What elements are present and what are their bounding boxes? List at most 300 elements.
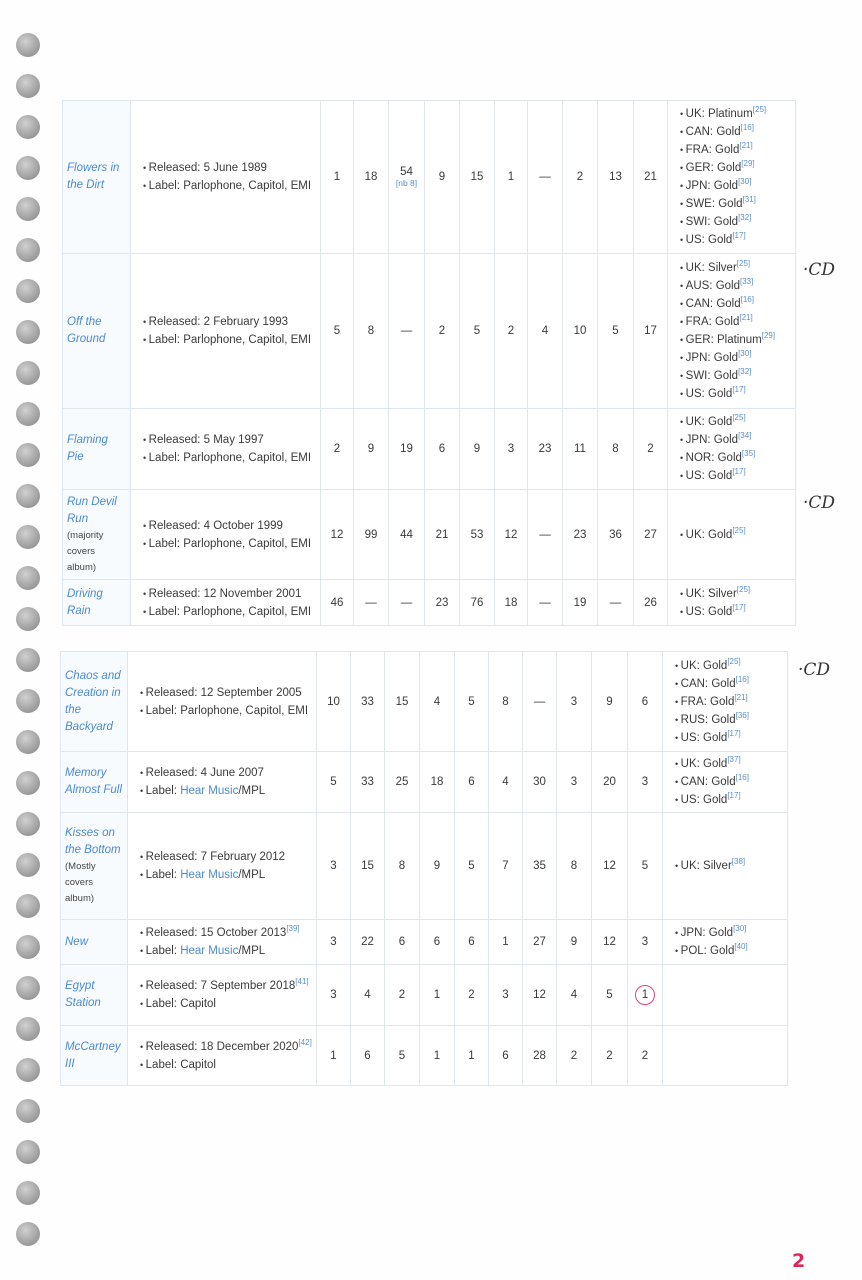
table-row [61,813,788,920]
chart-position-cell [351,1026,385,1086]
certification [680,105,793,123]
citation-link[interactable]: [17] [732,231,746,241]
certifications-cell [663,652,788,752]
citation-link[interactable]: [42] [298,1037,312,1047]
chart-position: 22 [361,936,374,948]
chart-position-cell [634,101,668,254]
certification [680,385,793,403]
binder-hole [16,115,40,139]
album-title-link[interactable]: Memory Almost Full [65,767,122,796]
citation-link[interactable]: [16] [735,674,749,684]
certification [675,657,785,675]
binder-hole [16,443,40,467]
chart-position-cell [389,580,425,626]
chart-position-cell [455,920,489,965]
label-text: /MPL [238,945,266,957]
label-text: Capitol [180,998,216,1010]
chart-position-cell [628,652,663,752]
chart-position-cell [563,490,598,580]
chart-position-cell [563,254,598,409]
chart-position: 7 [502,860,509,872]
chart-position: 54 [400,165,413,178]
chart-position: 19 [573,596,587,609]
certification [680,449,793,467]
album-details-cell [128,1026,317,1086]
chart-position: 18 [430,776,444,788]
chart-position: 2 [641,1049,649,1062]
chart-position-cell [489,652,523,752]
release-date-text: Released: 4 October 1999 [148,519,283,532]
chart-position: 35 [533,860,546,872]
citation-link[interactable]: [21] [734,692,748,702]
chart-position: 5 [330,776,337,788]
table-row [61,965,788,1026]
certification [680,367,793,385]
chart-position-cell [354,409,389,490]
citation-link[interactable]: [29] [741,159,755,169]
citation-link[interactable]: [16] [735,773,749,783]
record-label [140,866,312,884]
binder-hole [16,320,40,344]
binder-hole [16,525,40,549]
chart-footnote-link[interactable]: [nb 8] [395,177,418,188]
chart-position-cell [592,752,628,813]
chart-position: 21 [435,528,449,541]
chart-position-cell [528,254,563,409]
certification-text: US: Gold [685,470,733,482]
citation-link[interactable]: [31] [742,195,756,205]
citation-link[interactable]: [37] [727,755,741,765]
release-date [140,764,312,782]
certification-text: POL: Gold [680,945,735,957]
citation-link[interactable]: [25] [727,656,741,666]
album-title-link[interactable]: McCartney III [65,1040,121,1070]
citation-link[interactable]: [25] [736,259,751,269]
album-title-link[interactable]: Off the Ground [67,316,106,345]
chart-position: — [400,596,413,609]
chart-position: 1 [468,1049,475,1062]
citation-link[interactable]: [36] [735,710,749,720]
chart-position-cell [317,813,351,920]
release-date [140,1038,312,1056]
chart-position-cell [351,752,385,813]
citation-link[interactable]: [32] [738,213,752,223]
release-date [140,684,312,702]
certification [675,711,785,729]
album-title-cell [63,101,131,254]
label-prefix: Label: [145,785,181,797]
albums-table-part-1 [62,100,796,626]
binder-hole [16,197,40,221]
chart-position-cell [528,580,563,626]
release-date [143,159,316,177]
chart-position: 5 [468,860,475,872]
chart-position: 5 [606,989,613,1001]
citation-link[interactable]: [17] [732,385,746,395]
chart-position-cell [634,409,668,490]
citation-link[interactable]: [41] [295,977,309,987]
certification [680,585,793,603]
album-title-link[interactable]: Flaming Pie [67,434,108,463]
album-note: (Mostly covers album) [65,861,96,904]
chart-position: — [539,528,551,541]
album-title-link[interactable]: Kisses on the Bottom [65,827,121,856]
binder-hole [16,1222,40,1246]
certification [680,195,793,213]
chart-position-cell [598,101,634,254]
binder-hole [16,361,40,385]
albums-table-part-2 [60,651,788,1086]
label-prefix: Label: [145,945,181,957]
chart-position: 3 [507,443,515,455]
release-date [140,848,312,866]
chart-position: 1 [333,171,341,183]
citation-link[interactable]: [34] [738,431,752,441]
citation-link[interactable]: [40] [734,942,748,952]
chart-position: 3 [330,860,337,872]
chart-position: 4 [502,776,509,788]
chart-position-cell [489,1026,523,1086]
chart-position-cell [354,254,389,409]
chart-position: — [539,596,551,609]
chart-position: 2 [606,1049,613,1062]
chart-position: 23 [538,443,552,455]
label-link[interactable]: Hear Music [180,945,239,957]
table-row [63,254,796,409]
binder-hole [16,894,40,918]
album-title-link[interactable]: New [65,935,89,948]
chart-position: 6 [433,936,441,948]
binder-hole [16,771,40,795]
chart-position: 3 [330,989,337,1001]
binder-hole [16,976,40,1000]
record-label [143,603,316,621]
chart-position: 3 [570,695,578,708]
certification [680,431,793,449]
citation-link[interactable]: [30] [733,924,747,934]
chart-position-cell [321,409,354,490]
record-label [143,449,316,467]
citation-link[interactable]: [21] [739,313,753,323]
label-prefix: Label: [148,180,184,192]
chart-position: 6 [468,776,475,788]
certification-text: CAN: Gold [685,298,741,310]
chart-position-cell [634,254,668,409]
chart-position-cell [523,813,557,920]
certifications-cell [663,813,788,920]
certification-text: US: Gold [680,731,728,744]
label-text: Parlophone, Capitol, EMI [183,452,312,464]
certification-text: JPN: Gold [680,927,734,939]
binder-hole [16,1140,40,1164]
chart-position-cell [628,813,663,920]
chart-position: 4 [364,989,371,1001]
chart-position-cell [495,409,528,490]
chart-position-cell [592,652,628,752]
label-text: Capitol [180,1058,216,1071]
label-text: Parlophone, Capitol, EMI [180,704,309,717]
certification-text: UK: Gold [685,416,733,428]
chart-position-cell [523,752,557,813]
binder-hole [16,74,40,98]
release-date [140,977,312,995]
certification [680,603,793,621]
citation-link[interactable]: [21] [739,141,753,151]
chart-position: 5 [333,325,341,337]
chart-position: 33 [361,695,374,708]
album-title-cell [61,652,128,752]
album-title-cell [61,752,128,813]
binder-hole [16,1058,40,1082]
binder-hole [16,156,40,180]
album-title-cell [63,580,131,626]
citation-link[interactable]: [25] [752,105,767,115]
album-title-link[interactable]: Flowers in the Dirt [67,162,120,191]
label-prefix: Label: [148,537,184,550]
release-date-text: Released: 7 February 2012 [145,851,286,863]
chart-position-cell [460,580,495,626]
release-date-text: Released: 7 September 2018 [145,980,296,992]
citation-link[interactable]: [39] [286,924,300,934]
certification-text: JPN: Gold [685,352,739,364]
certification-text: CAN: Gold [685,126,741,138]
chart-position-cell [563,409,598,490]
certification [675,791,785,809]
chart-position-cell [317,1026,351,1086]
citation-link[interactable]: [17] [727,791,741,801]
release-date-text: Released: 12 November 2001 [148,587,302,600]
chart-position-cell [317,965,351,1026]
citation-link[interactable]: [30] [738,349,752,359]
chart-position-cell [351,813,385,920]
album-details-cell [131,254,321,409]
certification [680,349,793,367]
album-title-cell [61,813,128,920]
citation-link[interactable]: [17] [732,467,746,477]
citation-link[interactable]: [25] [732,413,746,423]
chart-position: 12 [330,528,344,541]
certification-text: US: Gold [685,234,733,246]
record-label [143,331,316,349]
citation-link[interactable]: [16] [740,123,754,133]
certifications-cell [668,254,796,409]
album-details-cell [128,813,317,920]
certification [680,467,793,485]
album-title-cell [63,490,131,580]
record-label [140,942,312,960]
chart-position: 76 [470,596,484,609]
chart-position: 36 [609,528,622,541]
label-prefix: Label: [145,704,181,717]
citation-link[interactable]: [25] [736,584,751,594]
chart-position-cell [489,813,523,920]
album-details-cell [128,965,317,1026]
table-row [63,490,796,580]
label-prefix: Label: [148,452,184,464]
album-details-cell [131,490,321,580]
chart-position: — [609,596,622,609]
chart-position-cell [385,813,420,920]
chart-position-cell [420,1026,455,1086]
table-row [63,409,796,490]
chart-position: 5 [473,325,481,337]
chart-position-cell [389,101,425,254]
certifications-cell [668,580,796,626]
chart-position: 20 [603,776,616,788]
chart-position: 6 [641,695,649,708]
label-prefix: Label: [145,998,181,1010]
chart-position-cell [389,490,425,580]
certification-text: UK: Gold [685,528,733,541]
binder-hole [16,402,40,426]
chart-position-cell [420,752,455,813]
chart-position-cell [557,752,592,813]
chart-position: 6 [364,1049,371,1062]
binder-hole [16,1099,40,1123]
release-date-text: Released: 15 October 2013 [145,927,287,939]
binder-hole [16,1017,40,1041]
chart-position-cell [628,1026,663,1086]
chart-position: 25 [395,776,409,788]
chart-position: — [365,596,377,609]
citation-link[interactable]: [17] [727,728,741,738]
certification-text: SWE: Gold [685,198,743,210]
chart-position-cell [317,652,351,752]
chart-position-cell [425,490,460,580]
certifications-cell [663,752,788,813]
label-link[interactable]: Hear Music [180,869,239,881]
citation-link[interactable]: [35] [741,449,756,459]
chart-position-cell [598,580,634,626]
chart-position-circled: 1 [635,985,655,1005]
table-row [61,752,788,813]
citation-link[interactable]: [32] [738,367,752,377]
album-details-cell [131,101,321,254]
label-link[interactable]: Hear Music [180,785,239,797]
chart-position-cell [489,752,523,813]
table-row [63,101,796,254]
chart-position-cell [528,101,563,254]
label-text: /MPL [238,785,266,797]
chart-position: 8 [367,325,375,337]
chart-position-cell [592,965,628,1026]
certification-text: UK: Silver [685,262,737,274]
label-text: /MPL [238,869,266,881]
chart-position-cell [460,490,495,580]
binder-hole [16,689,40,713]
certification-text: US: Gold [685,388,733,400]
certifications-cell [668,409,796,490]
certification [680,141,793,159]
chart-position-cell [495,490,528,580]
chart-position: 15 [395,695,409,708]
certification [675,755,785,773]
album-title-link[interactable]: Chaos and Creation in the Backyard [65,669,121,733]
record-label [143,177,316,195]
chart-position-cell [425,409,460,490]
chart-position: — [539,171,551,183]
chart-position: 28 [533,1049,546,1062]
chart-position: 3 [570,776,578,788]
chart-position: 26 [644,596,657,609]
certification-text: FRA: Gold [685,316,740,328]
label-prefix: Label: [145,1058,181,1071]
chart-position: 4 [541,325,549,337]
chart-position-cell [460,254,495,409]
citation-link[interactable]: [16] [740,295,754,305]
certification-text: UK: Gold [680,758,728,770]
record-label [140,782,312,800]
chart-position: 21 [644,171,657,183]
certification [680,313,793,331]
chart-position: — [400,325,413,337]
album-title-link[interactable]: Run Devil Run [67,495,117,525]
album-title-cell [63,409,131,490]
chart-position: 9 [433,860,441,872]
chart-position-cell [354,580,389,626]
handwritten-cd-note: ·CD [798,660,831,680]
chart-position: 5 [398,1049,406,1062]
certification-text: UK: Platinum [685,108,753,120]
album-title-link[interactable]: Egypt Station [65,980,101,1009]
chart-position-cell [557,1026,592,1086]
release-date [143,585,316,603]
chart-position-cell [385,752,420,813]
chart-position-cell [351,652,385,752]
chart-position: 1 [433,1049,441,1062]
citation-link[interactable]: [33] [739,277,754,287]
chart-position-cell [523,1026,557,1086]
chart-position: 2 [576,171,584,183]
chart-position-cell [420,920,455,965]
chart-position-cell [455,1026,489,1086]
chart-position: 5 [468,695,475,708]
chart-position: 9 [367,443,375,455]
citation-link[interactable]: [30] [738,177,752,187]
citation-link[interactable]: [38] [731,857,746,867]
chart-position: 17 [644,325,657,337]
album-title-cell [61,920,128,965]
table-row [61,1026,788,1086]
chart-position: 2 [468,989,475,1001]
binder-hole [16,566,40,590]
citation-link[interactable]: [25] [732,525,746,535]
chart-position: 3 [502,989,509,1001]
chart-position-cell [455,965,489,1026]
album-title-link[interactable]: Driving Rain [67,587,103,617]
binder-hole [16,33,40,57]
release-date-text: Released: 2 February 1993 [148,316,289,328]
album-details-cell [128,652,317,752]
chart-position: 10 [573,325,587,337]
certifications-cell [663,1026,788,1086]
citation-link[interactable]: [29] [761,331,776,341]
certification-text: RUS: Gold [680,713,736,726]
chart-position-cell [495,580,528,626]
page-number: 2 [792,1250,806,1272]
chart-position-cell [523,965,557,1026]
chart-position: 53 [470,528,484,541]
chart-position: 44 [400,528,413,541]
chart-position: 8 [570,860,578,872]
binder-hole [16,935,40,959]
citation-link[interactable]: [17] [732,602,746,612]
chart-position: 5 [612,325,619,337]
chart-position: 2 [438,325,446,337]
chart-position-cell [389,409,425,490]
chart-position-cell [321,101,354,254]
chart-position: 1 [507,171,515,183]
